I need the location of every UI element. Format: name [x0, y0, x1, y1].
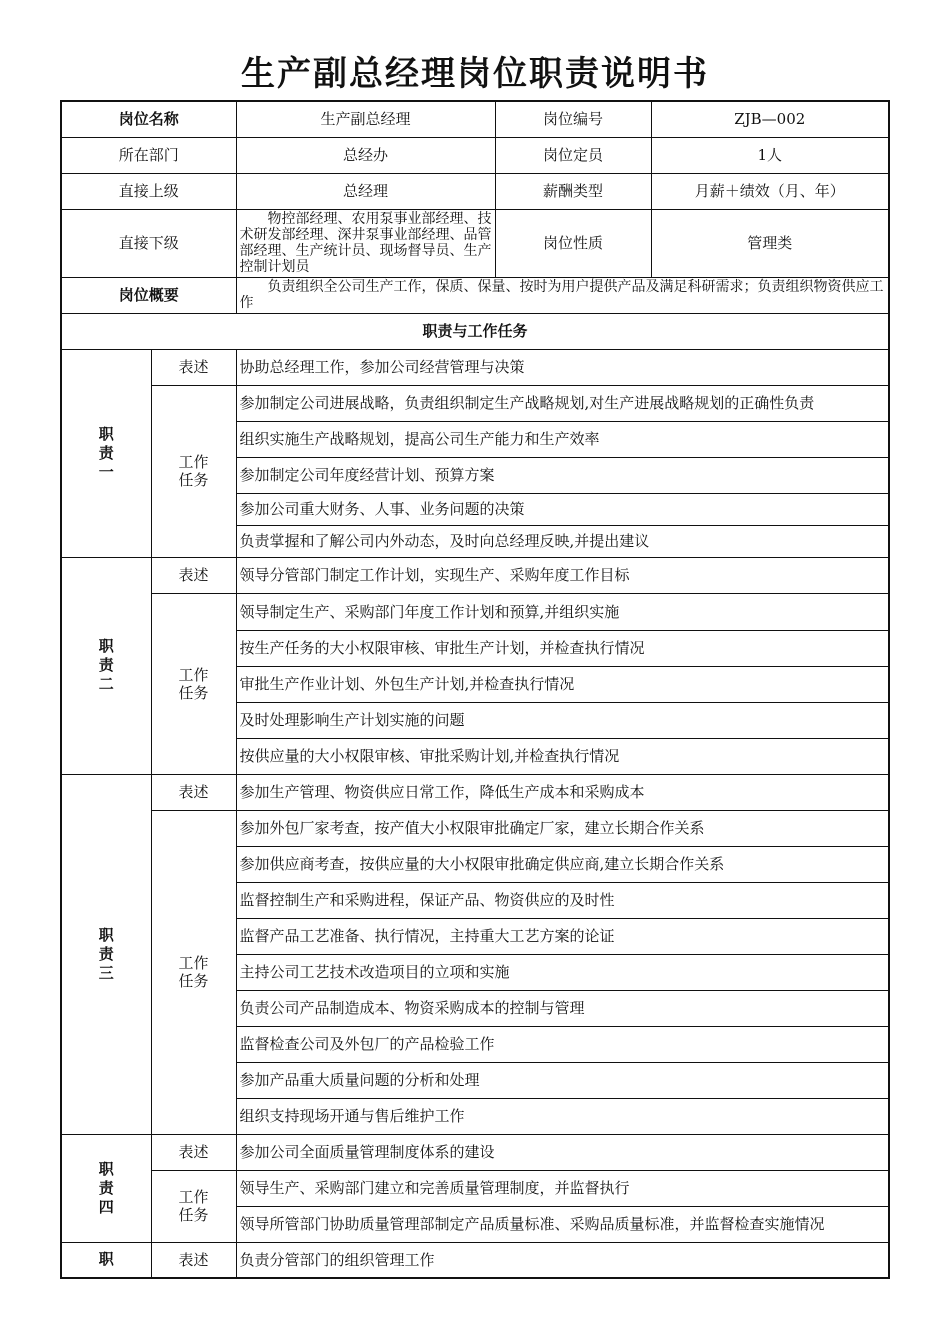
- info-label: 薪酬类型: [495, 173, 651, 209]
- duty-description: 协助总经理工作，参加公司经营管理与决策: [236, 349, 889, 385]
- duty-name: [61, 349, 151, 557]
- info-label: 岗位定员: [495, 137, 651, 173]
- duty-name-char: 责: [98, 1178, 114, 1197]
- task-item: 监督产品工艺准备、执行情况，主持重大工艺方案的论证: [236, 918, 889, 954]
- duty-name: [61, 1242, 151, 1278]
- task-label-line: 任务: [178, 972, 209, 990]
- info-label: 所在部门: [61, 137, 236, 173]
- task-item: 主持公司工艺技术改造项目的立项和实施: [236, 954, 889, 990]
- summary-label: 岗位概要: [61, 277, 236, 313]
- duty-name-char: 四: [98, 1197, 114, 1216]
- duty-name-char: 二: [98, 675, 114, 693]
- page-title: 生产副总经理岗位职责说明书: [241, 54, 709, 94]
- info-row: [61, 101, 889, 137]
- task-item: 组织实施生产战略规划，提高公司生产能力和生产效率: [236, 421, 889, 457]
- duty-description-row: [61, 349, 889, 385]
- task-item: 监督检查公司及外包厂的产品检验工作: [236, 1026, 889, 1062]
- info-value: 月薪＋绩效（月、年）: [651, 173, 889, 209]
- info-label: 直接下级: [61, 209, 236, 277]
- task-row: [61, 385, 889, 421]
- info-value: 1人: [651, 137, 889, 173]
- info-value: 生产副总经理: [236, 101, 495, 137]
- task-label-line: 任务: [178, 471, 209, 489]
- info-label: 岗位性质: [495, 209, 651, 277]
- duty-name-char: 职: [98, 1159, 114, 1178]
- duty-name-char: 职: [98, 1250, 114, 1269]
- duty-name-char: 责: [98, 656, 114, 674]
- task-item: 参加制定公司年度经营计划、预算方案: [236, 457, 889, 493]
- info-row: [61, 173, 889, 209]
- task-row: [61, 1170, 889, 1206]
- job-description-table: [60, 100, 890, 1279]
- duty-description: 领导分管部门制定工作计划，实现生产、采购年度工作目标: [236, 557, 889, 593]
- info-label: 岗位名称: [61, 101, 236, 137]
- duty-description-row: [61, 557, 889, 593]
- task-item: 负责掌握和了解公司内外动态，及时向总经理反映,并提出建议: [236, 525, 889, 557]
- task-item: 审批生产作业计划、外包生产计划,并检查执行情况: [236, 666, 889, 702]
- duty-name-char: 一: [98, 462, 114, 481]
- description-label: 表述: [151, 774, 236, 810]
- summary-value: 负责组织全公司生产工作，保质、保量、按时为用户提供产品及满足科研需求；负责组织物资供应工作: [236, 277, 889, 313]
- description-label: 表述: [151, 1242, 236, 1278]
- task-row: [61, 593, 889, 630]
- task-item: 参加公司重大财务、人事、业务问题的决策: [236, 493, 889, 525]
- duty-description-row: [61, 774, 889, 810]
- task-item: 领导生产、采购部门建立和完善质量管理制度，并监督执行: [236, 1170, 889, 1206]
- task-item: 参加外包厂家考查，按产值大小权限审批确定厂家，建立长期合作关系: [236, 810, 889, 846]
- info-value: 总经理: [236, 173, 495, 209]
- duty-description-row: [61, 1134, 889, 1170]
- task-row: [61, 810, 889, 846]
- summary-row: [61, 277, 889, 313]
- task-label-line: 工作: [178, 1188, 209, 1206]
- section-header-row: [61, 313, 889, 349]
- duty-name-char: 职: [98, 637, 114, 655]
- task-item: 监督控制生产和采购进程，保证产品、物资供应的及时性: [236, 882, 889, 918]
- task-label: [151, 593, 236, 774]
- info-value: 管理类: [651, 209, 889, 277]
- task-label-line: 工作: [178, 954, 209, 972]
- task-label: [151, 810, 236, 1134]
- task-label-line: 任务: [178, 1206, 209, 1224]
- task-item: 负责公司产品制造成本、物资采购成本的控制与管理: [236, 990, 889, 1026]
- info-row: [61, 209, 889, 277]
- duty-name-char: 职: [98, 424, 114, 443]
- duty-name: [61, 774, 151, 1134]
- task-item: 组织支持现场开通与售后维护工作: [236, 1098, 889, 1134]
- task-item: 参加供应商考查，按供应量的大小权限审批确定供应商,建立长期合作关系: [236, 846, 889, 882]
- task-item: 领导所管部门协助质量管理部制定产品质量标准、采购品质量标准，并监督检查实施情况: [236, 1206, 889, 1242]
- duty-name-char: 责: [98, 443, 114, 462]
- info-row: [61, 137, 889, 173]
- task-item: 按供应量的大小权限审核、审批采购计划,并检查执行情况: [236, 738, 889, 774]
- task-label: [151, 385, 236, 557]
- task-label: [151, 1170, 236, 1242]
- task-item: 领导制定生产、采购部门年度工作计划和预算,并组织实施: [236, 593, 889, 630]
- duty-description: 负责分管部门的组织管理工作: [236, 1242, 889, 1278]
- section-header: 职责与工作任务: [61, 313, 889, 349]
- task-item: 参加制定公司进展战略，负责组织制定生产战略规划,对生产进展战略规划的正确性负责: [236, 385, 889, 421]
- task-item: 按生产任务的大小权限审核、审批生产计划，并检查执行情况: [236, 630, 889, 666]
- duty-description-row: [61, 1242, 889, 1278]
- duty-name-char: 职: [98, 925, 114, 944]
- duties-body: [61, 349, 889, 1278]
- info-label: 直接上级: [61, 173, 236, 209]
- subordinates-value: 物控部经理、农用泵事业部经理、技术研发部经理、深井泵事业部经理、品管部经理、生产统计员、现场督导员、生产控制计划员: [236, 209, 495, 277]
- duty-name: [61, 557, 151, 774]
- task-label-line: 工作: [178, 453, 209, 471]
- task-item: 及时处理影响生产计划实施的问题: [236, 702, 889, 738]
- description-label: 表述: [151, 1134, 236, 1170]
- duty-description: 参加公司全面质量管理制度体系的建设: [236, 1134, 889, 1170]
- duty-name-char: 责: [98, 944, 114, 963]
- duty-name-char: 三: [98, 963, 114, 982]
- task-item: 参加产品重大质量问题的分析和处理: [236, 1062, 889, 1098]
- duty-name: [61, 1134, 151, 1242]
- task-label-line: 工作: [178, 665, 209, 684]
- info-value: ZJB—002: [651, 101, 889, 137]
- duty-description: 参加生产管理、物资供应日常工作，降低生产成本和采购成本: [236, 774, 889, 810]
- info-value: 总经办: [236, 137, 495, 173]
- task-label-line: 任务: [178, 683, 209, 702]
- description-label: 表述: [151, 349, 236, 385]
- description-label: 表述: [151, 557, 236, 593]
- info-label: 岗位编号: [495, 101, 651, 137]
